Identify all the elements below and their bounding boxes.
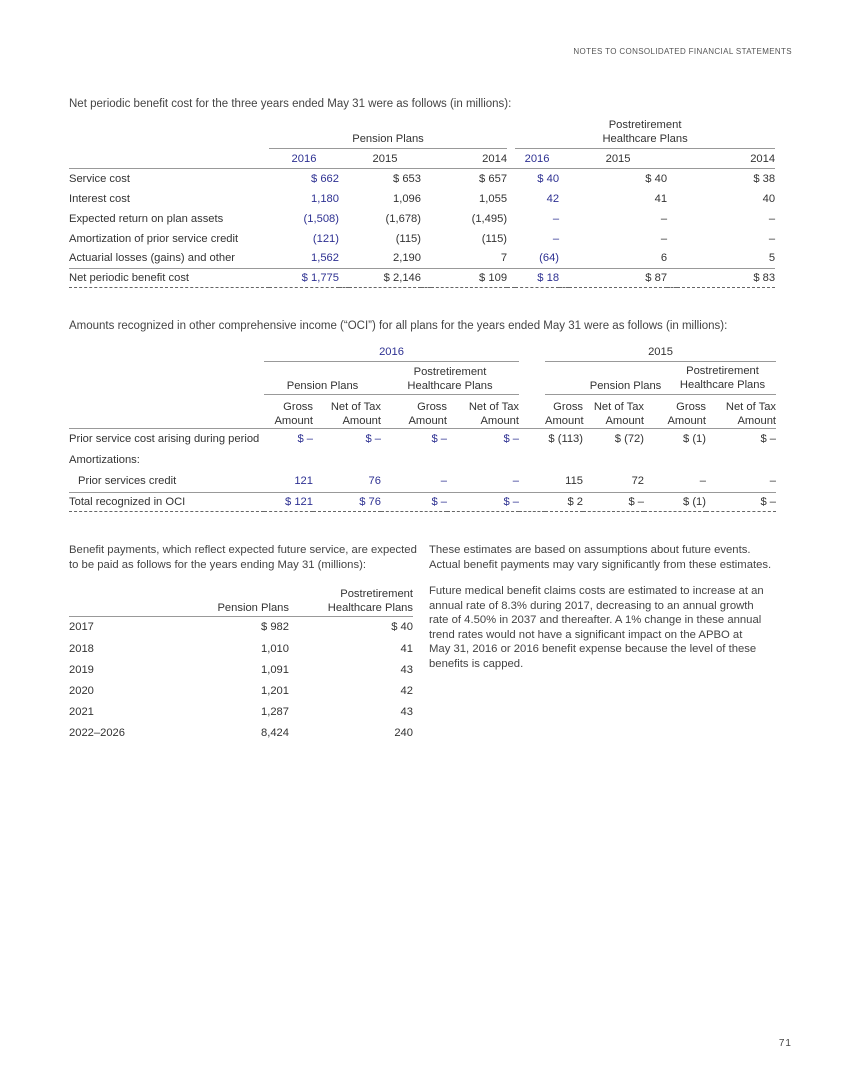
cell: 42 — [400, 684, 413, 697]
cell: 2,190 — [349, 249, 421, 269]
cell: – — [660, 212, 668, 225]
cell: 41 — [654, 192, 668, 205]
cell: 72 — [583, 470, 644, 492]
cell: 7 — [431, 249, 507, 269]
cell: 1,287 — [261, 705, 289, 718]
table-row — [69, 470, 776, 492]
row-label: Actuarial losses (gains) and other — [69, 249, 269, 269]
table-row — [69, 659, 413, 680]
row-label: Prior service cost arising during period — [69, 433, 260, 446]
cell: $ – — [447, 492, 519, 511]
cell: (121) — [312, 232, 339, 245]
table-row-total — [69, 269, 775, 288]
row-label: Interest cost — [69, 192, 130, 205]
postretirement-line2: Healthcare Plans — [407, 379, 493, 392]
postretirement-header — [515, 118, 775, 149]
table1-intro: Net periodic benefit cost for the three years ended May 31 were as follows (in millions): — [69, 98, 512, 110]
year-label: 2020 — [69, 684, 94, 697]
cell: $ – — [503, 433, 520, 446]
cell: (115) — [395, 232, 421, 245]
cell: – — [381, 470, 447, 492]
cell: $ – — [365, 433, 381, 446]
gross-amount-header: Gross Amount — [644, 394, 706, 428]
year-label: 2019 — [69, 663, 94, 676]
cell: – — [768, 232, 776, 245]
cell: 41 — [400, 642, 413, 655]
cell: – — [552, 232, 560, 245]
table-row — [69, 189, 775, 209]
table3-intro: Benefit payments, which reflect expected future service, are expected to be paid as follows for the years ending May 31 (millions): — [69, 544, 417, 571]
table-row — [69, 638, 413, 659]
cell: $ – — [583, 492, 644, 511]
cell: 240 — [394, 726, 413, 739]
cell: $ (1) — [644, 492, 706, 511]
year-label: 2018 — [69, 642, 94, 655]
postretirement-line2: Healthcare Plans — [679, 379, 766, 391]
year-label: 2022–2026 — [69, 726, 125, 739]
row-label: Net periodic benefit cost — [69, 269, 269, 288]
table-row — [69, 701, 413, 722]
cell: $ 76 — [313, 492, 381, 511]
cell: $ – — [706, 492, 776, 511]
cell: (1,678) — [385, 212, 421, 225]
row-label: Amortization of prior service credit — [69, 232, 239, 245]
cell: $ 18 — [515, 269, 559, 288]
gross-amount-header: Gross Amount — [381, 394, 447, 428]
cell: $ 87 — [569, 269, 667, 288]
cell: $ 653 — [393, 172, 421, 185]
row-label: Prior services credit — [69, 470, 264, 492]
medical-trend-paragraph: Future medical benefit claims costs are estimated to increase at an annual rate of 8.3% during 2017, decreasing to an annual growth rate of 4.50% in 2037 and thereafter. A 1% change in these annual trend rates would not have a significant impact on the APBO at May 31, 2016 or 2016 benefit expense because the level of these benefits is capped. — [429, 585, 764, 670]
cell: (115) — [481, 232, 508, 245]
cell: $ 109 — [431, 269, 507, 288]
table2-intro: Amounts recognized in other comprehensive income (“OCI”) for all plans for the years ended May 31 were as follows (in millions): — [69, 320, 728, 332]
table-row — [69, 616, 413, 638]
table-row-total — [69, 492, 776, 511]
table-row — [69, 680, 413, 701]
oci-2015-header: 2015 — [545, 344, 776, 361]
benefit-payments-table — [69, 584, 413, 743]
year-header: 2016 — [269, 149, 339, 169]
cell: $ 2,146 — [349, 269, 421, 288]
cell: 6 — [569, 249, 667, 269]
pension-plans-header: Pension Plans — [269, 118, 507, 149]
pension-plans-header: Pension Plans — [199, 584, 289, 616]
year-header: 2015 — [569, 149, 667, 169]
cell: $ 657 — [479, 172, 508, 185]
cell: $ (72) — [614, 433, 645, 446]
cell: $ 40 — [391, 621, 413, 634]
cell: 1,180 — [311, 192, 339, 205]
table-row — [69, 722, 413, 743]
cell: 40 — [762, 192, 776, 205]
cell: $ 40 — [537, 172, 560, 185]
postretirement-line1: Postretirement — [413, 365, 487, 378]
postretirement-header: Postretirement Healthcare Plans — [289, 584, 413, 616]
cell: – — [552, 212, 560, 225]
net-of-tax-header: Net of Tax Amount — [583, 394, 644, 428]
postretirement-header-2015 — [669, 364, 776, 392]
cell: $ – — [760, 433, 777, 446]
row-label: Total recognized in OCI — [69, 492, 264, 511]
postretirement-header-line1: Postretirement — [608, 119, 682, 131]
cell: 42 — [546, 192, 560, 205]
postretirement-header — [381, 361, 519, 394]
table-row — [69, 209, 775, 229]
postretirement-header-line2: Healthcare Plans — [602, 133, 688, 145]
pension-plans-header: Pension Plans — [264, 361, 381, 394]
cell: 8,424 — [261, 726, 289, 739]
cell: $ 2 — [545, 492, 583, 511]
cell: – — [447, 470, 519, 492]
gross-amount-header: Gross Amount — [264, 394, 313, 428]
year-header: 2014 — [677, 149, 775, 169]
year-header: 2014 — [431, 149, 507, 169]
cell: 43 — [400, 705, 413, 718]
row-label: Expected return on plan assets — [69, 212, 224, 225]
postretirement-line1: Postretirement — [686, 365, 759, 377]
net-of-tax-header: Net of Tax Amount — [313, 394, 381, 428]
cell: (64) — [515, 249, 559, 269]
cell: $ – — [297, 433, 313, 446]
page-header: NOTES TO CONSOLIDATED FINANCIAL STATEMENTS — [573, 47, 792, 56]
year-label: 2021 — [69, 705, 94, 718]
cell: $ 38 — [753, 172, 776, 185]
cell: (1,495) — [471, 212, 508, 225]
cell: – — [706, 470, 776, 492]
cell: $ 83 — [677, 269, 775, 288]
cell: – — [660, 232, 668, 245]
cell: $ 662 — [311, 172, 339, 185]
net-of-tax-header: Net of Tax Amount — [447, 394, 519, 428]
year-label: 2017 — [69, 621, 94, 634]
row-label: Service cost — [69, 172, 130, 185]
cell: 115 — [545, 470, 583, 492]
cell: 121 — [264, 470, 313, 492]
table-row — [69, 428, 776, 450]
cell: $ 982 — [261, 621, 289, 634]
table-row — [69, 450, 776, 470]
estimates-paragraph: These estimates are based on assumptions about future events. Actual benefit payments may vary significantly from these estimates. — [429, 544, 772, 571]
table-row — [69, 249, 775, 269]
cell: – — [644, 470, 706, 492]
cell: 1,562 — [269, 249, 339, 269]
cell: 76 — [313, 470, 381, 492]
cell: 1,096 — [393, 192, 421, 205]
cell: 1,010 — [261, 642, 289, 655]
cell: $ (113) — [548, 433, 584, 446]
cell: $ – — [381, 492, 447, 511]
cell: $ (1) — [683, 433, 707, 446]
cell: 5 — [677, 249, 775, 269]
table-row — [69, 169, 775, 189]
oci-2016-header: 2016 — [264, 344, 519, 361]
cell: 1,055 — [479, 192, 508, 205]
net-periodic-benefit-cost-table — [69, 118, 775, 288]
cell: 1,201 — [261, 684, 289, 697]
year-header: 2016 — [515, 149, 559, 169]
cell: $ 121 — [264, 492, 313, 511]
table-row — [69, 229, 775, 249]
gross-amount-header: Gross Amount — [545, 394, 583, 428]
cell: 43 — [400, 663, 413, 676]
cell: (1,508) — [303, 212, 339, 225]
pension-plans-header: Pension Plans — [545, 361, 706, 394]
net-of-tax-header: Net of Tax Amount — [706, 394, 776, 428]
cell: $ – — [431, 433, 447, 446]
cell: $ 40 — [645, 172, 668, 185]
year-header: 2015 — [349, 149, 421, 169]
cell: $ 1,775 — [269, 269, 339, 288]
row-label: Amortizations: — [69, 454, 140, 466]
page-number: 71 — [778, 1038, 792, 1049]
cell: 1,091 — [261, 663, 289, 676]
cell: – — [768, 212, 776, 225]
